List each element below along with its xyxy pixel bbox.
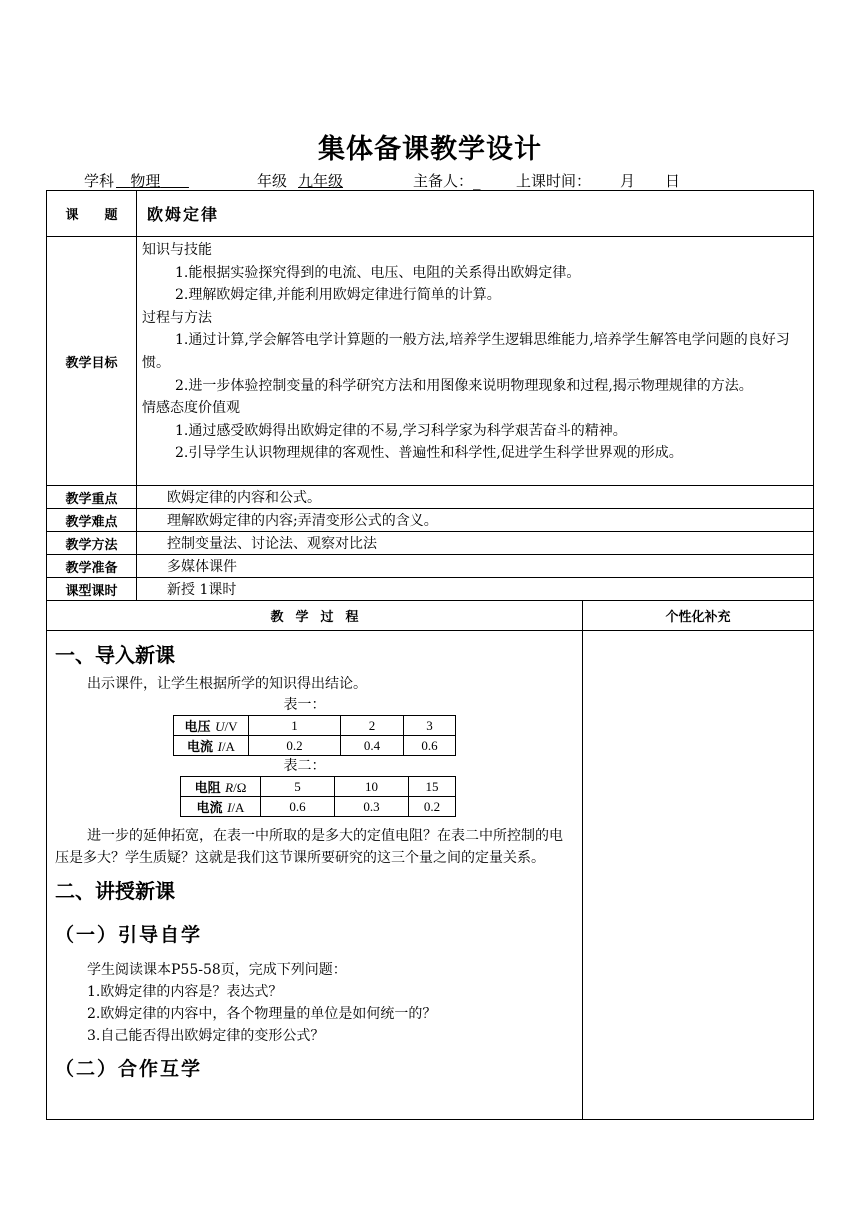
grade-label: 年级 <box>257 172 288 190</box>
preparer-label: 主备人：_ <box>413 172 481 190</box>
lesson-type-value: 新授 1课时 <box>137 578 814 601</box>
table-cell: 0.4 <box>341 736 404 756</box>
subsection-title-cooperative: （二）合作互学 <box>55 1058 203 1080</box>
table2-caption: 表二： <box>283 758 326 774</box>
voltage-symbol: U <box>215 719 225 734</box>
lesson-plan-table <box>46 190 814 1120</box>
objective-item: 1.通过感受欧姆得出欧姆定律的不易,学习科学家为科学艰苦奋斗的精神。 <box>175 422 627 439</box>
table-cell: 0.3 <box>335 797 409 817</box>
current-unit: /A <box>231 800 245 815</box>
table-cell: 5 <box>261 777 335 797</box>
grade-value: 九年级 <box>298 172 344 190</box>
objective-item: 1.通过计算,学会解答电学计算题的一般方法,培养学生逻辑思维能力,培养学生解答电学问题的良好习惯。 <box>142 332 790 371</box>
subsection-title-self-study: （一）引导自学 <box>55 924 203 946</box>
preparation-value: 多媒体课件 <box>137 555 814 578</box>
class-time-label: 上课时间： <box>516 172 592 190</box>
difficulties-value: 理解欧姆定律的内容;弄清变形公式的含义。 <box>137 509 814 532</box>
objectives-label: 教学目标 <box>47 237 137 486</box>
process-header-char: 程 <box>345 610 359 625</box>
current-symbol: I <box>227 800 232 815</box>
table-cell: 1 <box>249 716 341 736</box>
resistance-label: 电阻 <box>194 781 221 796</box>
question-item: 2.欧姆定律的内容中，各个物理量的单位是如何统一的？ <box>87 1006 437 1022</box>
table-cell: 0.2 <box>409 797 456 817</box>
extension-paragraph: 进一步的延伸拓宽，在表一中所取的是多大的定值电阻？在表二中所控制的电压是多大？学生质疑？这就是我们这节课所要研究的这三个量之间的定量关系。 <box>55 828 563 866</box>
current-label: 电流 <box>196 801 223 816</box>
objective-item: 1.能根据实验探究得到的电流、电压、电阻的关系得出欧姆定律。 <box>175 264 581 281</box>
subject-value <box>116 170 189 191</box>
resistance-unit: /Ω <box>233 780 247 795</box>
subject-value-text: 物理 <box>130 172 161 190</box>
question-item: 1.欧姆定律的内容是？表达式？ <box>87 984 283 1000</box>
voltage-unit: /V <box>224 719 238 734</box>
subject-label: 学科 <box>84 172 115 190</box>
methods-value: 控制变量法、讨论法、观察对比法 <box>137 532 814 555</box>
section-title-intro: 一、导入新课 <box>55 643 175 667</box>
current-unit: /A <box>221 739 235 754</box>
objective-item: 2.引导学生认识物理规律的客观性、普遍性和科学性,促进学生科学世界观的形成。 <box>175 445 683 462</box>
current-header <box>181 797 261 817</box>
table-cell: 10 <box>335 777 409 797</box>
difficulties-label: 教学难点 <box>47 509 137 532</box>
key-points-value: 欧姆定律的内容和公式。 <box>137 486 814 509</box>
objective-item: 2.理解欧姆定律,并能利用欧姆定律进行简单的计算。 <box>175 287 501 304</box>
table-cell: 3 <box>404 716 456 736</box>
topic-value: 欧姆定律 <box>137 191 814 237</box>
process-header <box>47 601 583 631</box>
intro-text: 出示课件，让学生根据所学的知识得出结论。 <box>87 676 367 692</box>
topic-label-b: 题 <box>104 208 118 223</box>
table-cell: 0.2 <box>249 736 341 756</box>
question-item: 3.自己能否得出欧姆定律的变形公式？ <box>87 1028 325 1044</box>
voltage-current-table <box>173 715 456 756</box>
page-title: 集体备课教学设计 <box>318 134 542 165</box>
current-header <box>174 736 249 756</box>
supplement-header: 个性化补充 <box>583 601 814 631</box>
current-label: 电流 <box>187 740 214 755</box>
resistance-current-table <box>180 776 456 817</box>
table-cell: 15 <box>409 777 456 797</box>
month-label: 月 <box>620 172 636 190</box>
table-cell: 0.6 <box>404 736 456 756</box>
table1-caption: 表一： <box>283 697 326 713</box>
process-header-char: 教 <box>270 610 296 625</box>
voltage-header <box>174 716 249 736</box>
supplement-column <box>583 631 814 1120</box>
current-symbol: I <box>217 739 222 754</box>
self-study-intro: 学生阅读课本P55-58页，完成下列问题： <box>87 962 347 978</box>
table-cell: 2 <box>341 716 404 736</box>
methods-label: 教学方法 <box>47 532 137 555</box>
resistance-symbol: R <box>225 780 234 795</box>
voltage-label: 电压 <box>184 720 211 735</box>
topic-label-a: 课 <box>65 208 79 223</box>
objective-section-title: 情感态度价值观 <box>142 400 240 417</box>
process-header-char: 学 <box>295 610 321 625</box>
section-title-new-lesson: 二、讲授新课 <box>55 879 175 903</box>
preparation-label: 教学准备 <box>47 555 137 578</box>
objective-item: 2.进一步体验控制变量的科学研究方法和用图像来说明物理现象和过程,揭示物理规律的方法。 <box>175 377 753 394</box>
table-cell: 0.6 <box>261 797 335 817</box>
key-points-label: 教学重点 <box>47 486 137 509</box>
resistance-header <box>181 777 261 797</box>
objective-section-title: 过程与方法 <box>142 309 212 326</box>
objectives-content <box>137 237 814 486</box>
topic-label <box>47 191 137 237</box>
lesson-type-label: 课型课时 <box>47 578 137 601</box>
objective-section-title: 知识与技能 <box>142 242 212 258</box>
process-content <box>47 631 583 1120</box>
day-label: 日 <box>665 172 681 190</box>
process-header-char: 过 <box>320 610 346 625</box>
